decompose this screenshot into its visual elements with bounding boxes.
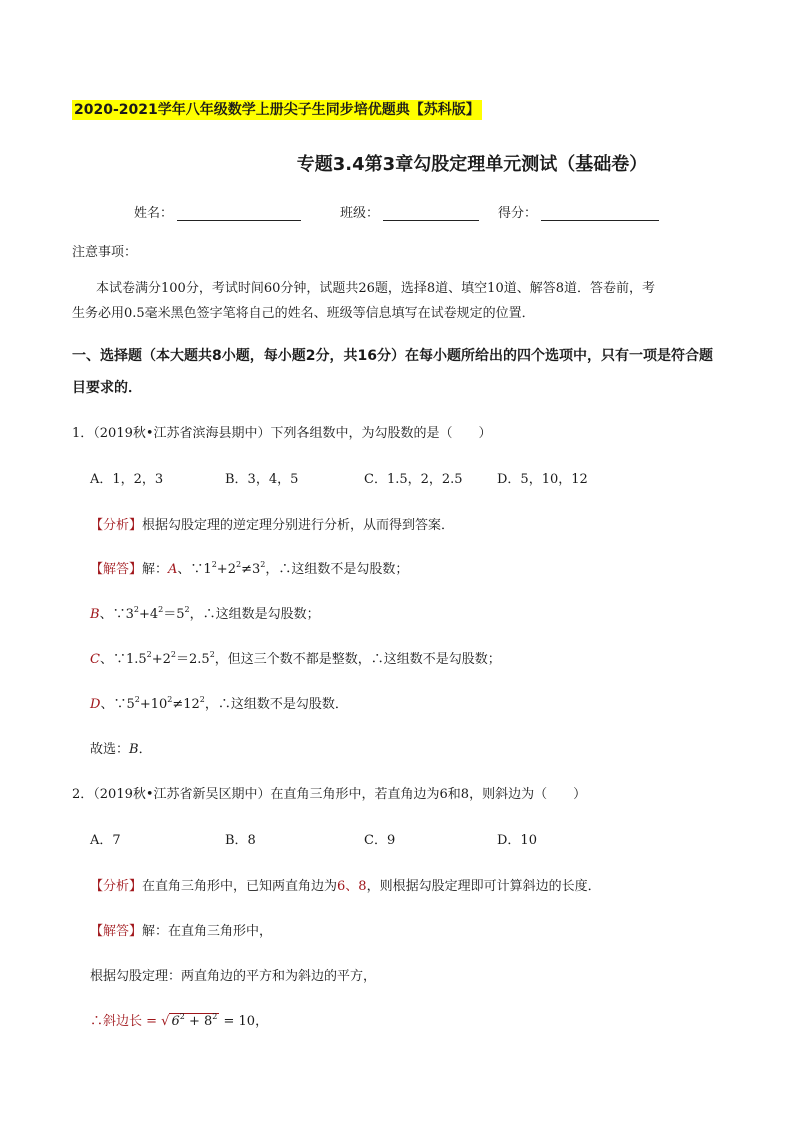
c-expr-3: ＝2.5 bbox=[176, 652, 210, 667]
notice-line-2: 生务必用0.5毫米黑色签字笔将自己的姓名、班级等信息填写在试卷规定的位置． bbox=[72, 306, 535, 321]
class-label: 班级： bbox=[340, 206, 380, 221]
c-expr-2: +2 bbox=[151, 652, 171, 667]
analysis-tag: 【分析】 bbox=[90, 518, 143, 533]
analysis-text-a: 在直角三角形中，已知两直角边为 bbox=[142, 879, 338, 894]
q2-result bbox=[90, 1010, 268, 1029]
square-sup: 2 bbox=[199, 695, 205, 704]
square-sup: 2 bbox=[179, 1012, 185, 1021]
notice-line-1: 本试卷满分100分，考试时间60分钟，试题共26题，选择8道、填空10道、解答8道．答卷前，考 bbox=[96, 281, 655, 296]
q2-theorem: 根据勾股定理：两直角边的平方和为斜边的平方， bbox=[90, 969, 377, 984]
result-suffix: = 10， bbox=[219, 1014, 269, 1029]
q1-answer-d bbox=[90, 693, 348, 712]
q1-answer-b bbox=[90, 603, 320, 622]
option-letter-c: C bbox=[90, 652, 100, 667]
d-expr-3: ≠12 bbox=[172, 697, 200, 712]
q1-option-d[interactable]: D．5，10，12 bbox=[497, 472, 588, 487]
score-label: 得分： bbox=[498, 206, 538, 221]
square-sup: 2 bbox=[170, 650, 176, 659]
question-2-stem: 2．（2019秋•江苏省新吴区期中）在直角三角形中，若直角边为6和8，则斜边为（ ） bbox=[72, 787, 587, 802]
name-blank[interactable] bbox=[177, 206, 301, 221]
q1-choice bbox=[90, 738, 152, 757]
square-sup: 2 bbox=[212, 1012, 218, 1021]
score-blank[interactable] bbox=[541, 206, 659, 221]
analysis-tag: 【分析】 bbox=[90, 879, 143, 894]
d-conclusion: ，∴这组数不是勾股数． bbox=[204, 697, 348, 712]
class-field[interactable] bbox=[340, 202, 479, 221]
q2-option-a[interactable]: A．7 bbox=[90, 833, 121, 848]
option-letter-b: B bbox=[90, 607, 100, 622]
q1-option-a[interactable]: A．1，2，3 bbox=[90, 472, 164, 487]
q2-option-b[interactable]: B．8 bbox=[225, 833, 256, 848]
q1-option-b[interactable]: B．3，4，5 bbox=[225, 472, 299, 487]
radical-sign: √ bbox=[161, 1014, 170, 1029]
a-expr-2: +2 bbox=[216, 562, 236, 577]
choice-value: B bbox=[129, 742, 139, 757]
square-sup: 2 bbox=[235, 560, 242, 569]
square-sup: 2 bbox=[134, 695, 140, 704]
answer-text: 解：在直角三角形中， bbox=[142, 924, 273, 939]
d-expr-2: +10 bbox=[139, 697, 168, 712]
notice-heading: 注意事项： bbox=[72, 245, 138, 260]
analysis-text-b: ，则根据勾股定理即可计算斜边的长度． bbox=[366, 879, 601, 894]
analysis-numbers: 6、8 bbox=[337, 879, 367, 894]
choice-end: ． bbox=[138, 742, 152, 757]
d-expr-1: 、∵5 bbox=[100, 697, 135, 712]
answer-tag: 【解答】 bbox=[90, 562, 143, 577]
square-sup: 2 bbox=[146, 650, 152, 659]
q2-option-c[interactable]: C．9 bbox=[364, 833, 396, 848]
radicand-b: + 8 bbox=[184, 1014, 213, 1029]
q2-option-d[interactable]: D．10 bbox=[497, 833, 537, 848]
radicand bbox=[169, 1013, 219, 1029]
b-expr-3: ＝5 bbox=[163, 607, 185, 622]
q1-answer-a bbox=[90, 558, 408, 577]
option-letter-d: D bbox=[90, 697, 101, 712]
radicand-a: 6 bbox=[171, 1014, 180, 1029]
c-expr-1: 、∵1.5 bbox=[99, 652, 147, 667]
name-field[interactable] bbox=[134, 202, 301, 221]
q2-analysis bbox=[90, 875, 601, 894]
square-sup: 2 bbox=[184, 605, 190, 614]
answer-tag: 【解答】 bbox=[90, 924, 143, 939]
q1-option-c[interactable]: C．1.5，2，2.5 bbox=[364, 472, 463, 487]
square-sup: 2 bbox=[158, 605, 164, 614]
q2-answer bbox=[90, 920, 272, 939]
score-field[interactable] bbox=[498, 202, 659, 221]
sqrt-expression bbox=[161, 1014, 219, 1029]
analysis-text: 根据勾股定理的逆定理分别进行分析，从而得到答案． bbox=[142, 518, 455, 533]
class-blank[interactable] bbox=[383, 206, 479, 221]
q1-analysis bbox=[90, 514, 454, 533]
b-expr-2: +4 bbox=[138, 607, 159, 622]
square-sup: 2 bbox=[167, 695, 173, 704]
b-conclusion: ，∴这组数是勾股数； bbox=[189, 607, 320, 622]
series-banner: 2020-2021学年八年级数学上册尖子生同步培优题典【苏科版】 bbox=[74, 102, 480, 118]
q1-answer-c bbox=[90, 648, 501, 667]
square-sup: 2 bbox=[211, 560, 217, 569]
name-label: 姓名： bbox=[134, 206, 174, 221]
a-expr-3: ≠3 bbox=[241, 562, 261, 577]
square-sup: 2 bbox=[209, 650, 215, 659]
a-expr-1: 、∵1 bbox=[177, 562, 212, 577]
c-conclusion: ，但这三个数不都是整数，∴这组数不是勾股数； bbox=[214, 652, 501, 667]
page-title: 专题3.4第3章勾股定理单元测试（基础卷） bbox=[296, 154, 648, 175]
square-sup: 2 bbox=[260, 560, 266, 569]
result-prefix: ∴斜边长 = bbox=[90, 1014, 162, 1029]
question-1-stem: 1．（2019秋•江苏省滨海县期中）下列各组数中，为勾股数的是（ ） bbox=[72, 426, 492, 441]
b-expr-1: 、∵3 bbox=[99, 607, 134, 622]
choice-label: 故选： bbox=[90, 742, 130, 757]
answer-intro: 解： bbox=[142, 562, 169, 577]
square-sup: 2 bbox=[133, 605, 139, 614]
option-letter-a: A bbox=[168, 562, 178, 577]
a-conclusion: ，∴这组数不是勾股数； bbox=[265, 562, 409, 577]
section-heading: 一、选择题（本大题共8小题，每小题2分，共16分）在每小题所给出的四个选项中，只有一项是符合题目要求的． bbox=[72, 348, 713, 396]
